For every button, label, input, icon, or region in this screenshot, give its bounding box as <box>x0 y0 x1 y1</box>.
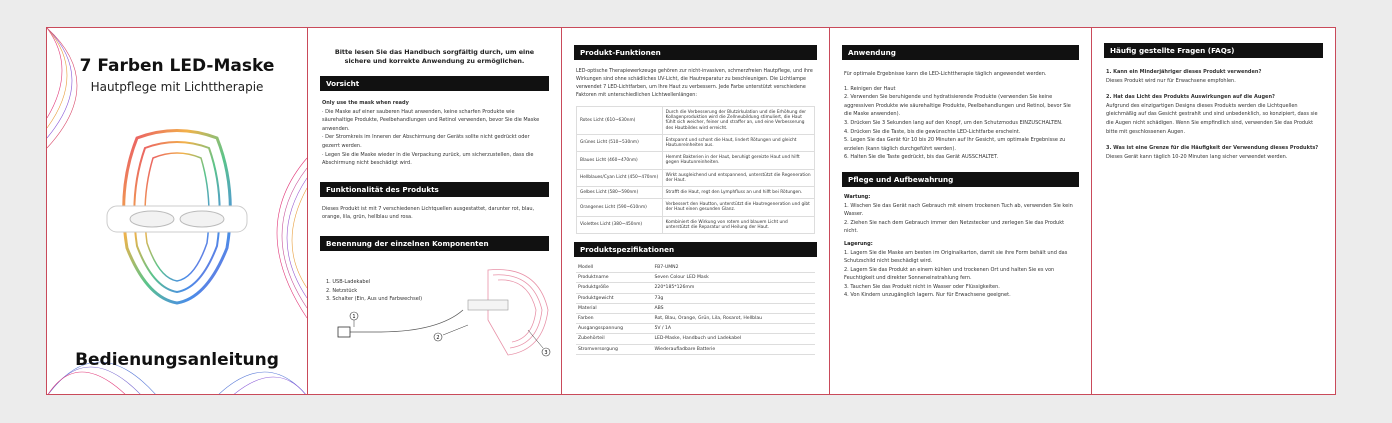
brochure-sheet <box>46 27 1336 395</box>
spec-heading: Produktspezifikationen <box>574 242 817 257</box>
spec-row <box>576 283 815 293</box>
spec-label: Farben <box>576 314 652 324</box>
spec-label: Modell <box>576 263 652 273</box>
caution-panel <box>307 28 561 394</box>
light-name: Orangenes Licht (590~610nm) <box>577 199 663 216</box>
spec-value: LED-Maske, Handbuch und Ladekabel <box>652 334 815 344</box>
cover-subtitle: Hautpflege mit Lichttherapie <box>90 80 264 94</box>
spec-value: FB7-UMN2 <box>652 263 815 273</box>
light-effect: Wirkt ausgleichend und entspannend, unterstützt die Regeneration der Haut. <box>662 169 814 186</box>
faq-panel <box>1091 28 1335 394</box>
maintenance-item: 2. Ziehen Sie nach dem Gebrauch immer den Netzstecker und zerlegen Sie das Produkt nicht. <box>844 219 1065 235</box>
spec-value: Wiederaufladbare Batterie <box>652 344 815 354</box>
callout-2-label: 2 <box>436 335 440 341</box>
storage-item: 1. Lagern Sie die Maske am besten im Originalkarton, damit sie ihre Form behält und das Schutzschild nicht beschädigt wird. <box>844 249 1068 265</box>
spec-label: Produktgewicht <box>576 293 652 303</box>
care-heading: Pflege und Aufbewahrung <box>842 172 1079 187</box>
light-name: Hellblaues/Cyan Licht (450~470nm) <box>577 169 663 186</box>
spec-row <box>576 263 815 273</box>
spec-value: ABS <box>652 303 815 313</box>
spec-row <box>576 344 815 354</box>
usage-step: 2. Verwenden Sie beruhigende und hydratisierende Produkte (verwenden Sie keine aggressiven Produkte wie säurehaltige Produkte, Peelbehandlungen und Retinol, bevor Sie die Maske anwenden). <box>844 94 1071 118</box>
caution-item: · Legen Sie die Maske wieder in die Verpackung zurück, um sicherzustellen, dass die Abschirmung nicht beschädigt wird. <box>322 151 534 167</box>
faq-answer: Aufgrund des einzigartigen Designs dieses Produkts werden die Lichtquellen gleichmäßig auf das Gesicht gestrahlt und sind unbedenklich, so konzipiert, dass sie die Augen nicht schädigen. Wenn Sie empfindlich sind, verwenden Sie das Produkt bitte mit geschlossenen Augen. <box>1106 102 1318 135</box>
spec-row <box>576 293 815 303</box>
light-row <box>577 216 815 233</box>
spec-value: 220*185*126mm <box>652 283 815 293</box>
faq-answer: Dieses Produkt wird nur für Erwachsene empfohlen. <box>1106 77 1236 84</box>
light-name: Grünes Licht (510~530nm) <box>577 134 663 151</box>
spec-value: 73g <box>652 293 815 303</box>
spec-label: Produktgröße <box>576 283 652 293</box>
usage-intro: Für optimale Ergebnisse kann die LED-Lichttherapie täglich angewendet werden. <box>844 71 1047 77</box>
spec-label: Stromversorgung <box>576 344 652 354</box>
spec-value: Seven Colour LED Mask <box>652 273 815 283</box>
storage-item: 4. Von Kindern unzugänglich lagern. Nur für Erwachsene geeignet. <box>844 292 1011 299</box>
light-row <box>577 169 815 186</box>
storage-item: 2. Lagern Sie das Produkt an einem kühlen und trockenen Ort und halten Sie es von Feuchtigkeit und direkter Sonneneinstrahlung fern. <box>844 266 1055 282</box>
faq-question: 2. Hat das Licht des Produkts Auswirkungen auf die Augen? <box>1106 94 1275 101</box>
callout-3-label: 3 <box>544 350 548 356</box>
light-effect: Durch die Verbesserung der Blutzirkulation und die Erhöhung der Kollagenproduktion wird die Zellneubildung stimuliert, die Haut fühlt sich weicher, feiner und straffer an, und eine Verbesserung des Hautbildes wird erreicht. <box>662 107 814 135</box>
storage-label: Lagerung: <box>844 240 873 247</box>
maintenance-label: Wartung: <box>844 193 871 200</box>
caution-item: Only use the mask when ready <box>322 100 409 106</box>
caution-item: · Der Stromkreis im Inneren der Abschirmung der Geräts sollte nicht gedrückt oder gezerrt werden. <box>322 134 530 149</box>
function-text: Dieses Produkt ist mit 7 verschiedenen Lichtquellen ausgestattet, darunter rot, blau, orange, lila, grün, hellblau und rosa. <box>322 205 535 221</box>
light-row <box>577 152 815 169</box>
usage-step: 6. Halten Sie die Taste gedrückt, bis das Gerät AUSSCHALTET. <box>844 154 999 161</box>
functions-intro: LED-optische Therapiewerkzeuge gehören zur nicht-invasiven, schmerzfreien Hautpflege, und ihre Wirkungen sind ohne schädliches UV-Licht, die Hautreparatur zu beschleunigen. Die Lichtlampe verwendet 7 LED-Lichtfarben, um Ihre Haut zu verbessern. Jede Farbe unterstützt verschiedene Faktoren mit unterschiedlichen Lichtwellenlängen: <box>576 69 813 98</box>
callout-1-label: 1 <box>352 314 356 320</box>
maintenance-item: 1. Wischen Sie das Gerät nach Gebrauch mit einem trockenen Tuch ab, verwenden Sie kein Wasser. <box>844 202 1073 218</box>
storage-list <box>844 249 1077 301</box>
spec-value: 5V / 1A <box>652 324 815 334</box>
component-item: 3. Schalter (Ein, Aus und Farbwechsel) <box>326 296 423 303</box>
caution-heading: Vorsicht <box>320 76 549 91</box>
spec-label: Produktname <box>576 273 652 283</box>
usage-step: 1. Reinigen der Haut <box>844 85 896 92</box>
spec-label: Material <box>576 303 652 313</box>
usage-step: 5. Legen Sie das Gerät für 10 bis 20 Minuten auf Ihr Gesicht, um optimale Ergebnisse zu erzielen (kann täglich durchgeführt werden). <box>844 137 1066 152</box>
faq-question: 1. Kann ein Minderjähriger dieses Produkt verwenden? <box>1106 69 1262 75</box>
light-name: Rotes Licht (610~630nm) <box>577 107 663 135</box>
functions-panel <box>561 28 829 394</box>
caution-list <box>308 99 561 168</box>
light-row <box>577 134 815 151</box>
spec-table-wrap <box>562 263 829 355</box>
faq-answer: Dieses Gerät kann täglich 10-20 Minuten lang sicher verwendet werden. <box>1106 153 1288 160</box>
spec-row <box>576 324 815 334</box>
spec-label: Ausgangsspannung <box>576 324 652 334</box>
component-item: 2. Netzstück <box>326 287 358 294</box>
light-name: Gelbes Licht (580~590nm) <box>577 187 663 199</box>
cover-footer-title: Bedienungsanleitung <box>75 350 279 370</box>
caution-item: · Die Maske auf einer sauberen Haut anwenden, keine scharfen Produkte wie säurehaltige Produkte, Peelbehandlungen und Retinol verwenden, bevor Sie die Maske anwenden. <box>322 108 540 132</box>
spec-value: Rot, Blau, Orange, Grün, Lila, Rosarot, Hellblau <box>652 314 815 324</box>
usage-panel <box>829 28 1091 394</box>
spec-label: Zubehörteil <box>576 334 652 344</box>
components-heading: Benennung der einzelnen Komponenten <box>320 236 549 251</box>
light-table <box>576 106 815 234</box>
faq-question: 3. Was ist eine Grenze für die Häufigkeit der Verwendung dieses Produkts? <box>1106 145 1319 152</box>
light-effect: Entspannt und schont die Haut, lindert Rötungen und gleicht Hautunreinheiten aus. <box>662 134 814 151</box>
light-row <box>577 199 815 216</box>
spec-row <box>576 303 815 313</box>
light-effect: Kombiniert die Wirkung von rotem und blauem Licht und unterstützt die Reparatur und Heilung der Haut. <box>662 216 814 233</box>
usage-step: 4. Drücken Sie die Taste, bis die gewünschte LED-Lichtfarbe erscheint. <box>844 128 1021 135</box>
spec-row <box>576 314 815 324</box>
light-effect: Hemmt Bakterien in der Haut, beruhigt gereizte Haut und hilft gegen Hautunreinheiten. <box>662 152 814 169</box>
light-name: Violettes Licht (380~450nm) <box>577 216 663 233</box>
storage-item: 3. Tauchen Sie das Produkt nicht in Wasser oder Flüssigkeiten. <box>844 283 1000 290</box>
components-diagram <box>318 260 558 360</box>
usage-steps <box>830 85 1091 162</box>
faq-list <box>1092 68 1335 161</box>
light-name: Blaues Licht (460~470nm) <box>577 152 663 169</box>
usage-step: 3. Drücken Sie 3 Sekunden lang auf den Knopf, um den Schutzmodus EINZUSCHALTEN. <box>844 119 1063 126</box>
care-section <box>830 193 1091 300</box>
component-item: 1. USB-Ladekabel <box>326 279 371 285</box>
led-mask-illustration <box>97 128 257 308</box>
light-row <box>577 107 815 135</box>
maintenance-list <box>844 202 1077 236</box>
function-heading: Funktionalität des Produkts <box>320 182 549 197</box>
manual-intro: Bitte lesen Sie das Handbuch sorgfältig durch, um eine sichere und korrekte Anwendung zu ermöglichen. <box>334 48 535 65</box>
spec-row <box>576 334 815 344</box>
spec-row <box>576 273 815 283</box>
light-row <box>577 187 815 199</box>
light-effect: Strafft die Haut, regt den Lymphfluss an und hilft bei Rötungen. <box>662 187 814 199</box>
faq-heading: Häufig gestellte Fragen (FAQs) <box>1104 43 1323 58</box>
usage-heading: Anwendung <box>842 45 1079 60</box>
light-table-wrap <box>562 106 829 234</box>
functions-heading: Produkt-Funktionen <box>574 45 817 60</box>
light-effect: Verbessert den Hautton, unterstützt die Hautregeneration und gibt der Haut einen gesunden Glanz. <box>662 199 814 216</box>
cover-panel <box>47 28 307 394</box>
spec-table <box>576 263 815 355</box>
cover-title: 7 Farben LED-Maske <box>79 56 275 76</box>
